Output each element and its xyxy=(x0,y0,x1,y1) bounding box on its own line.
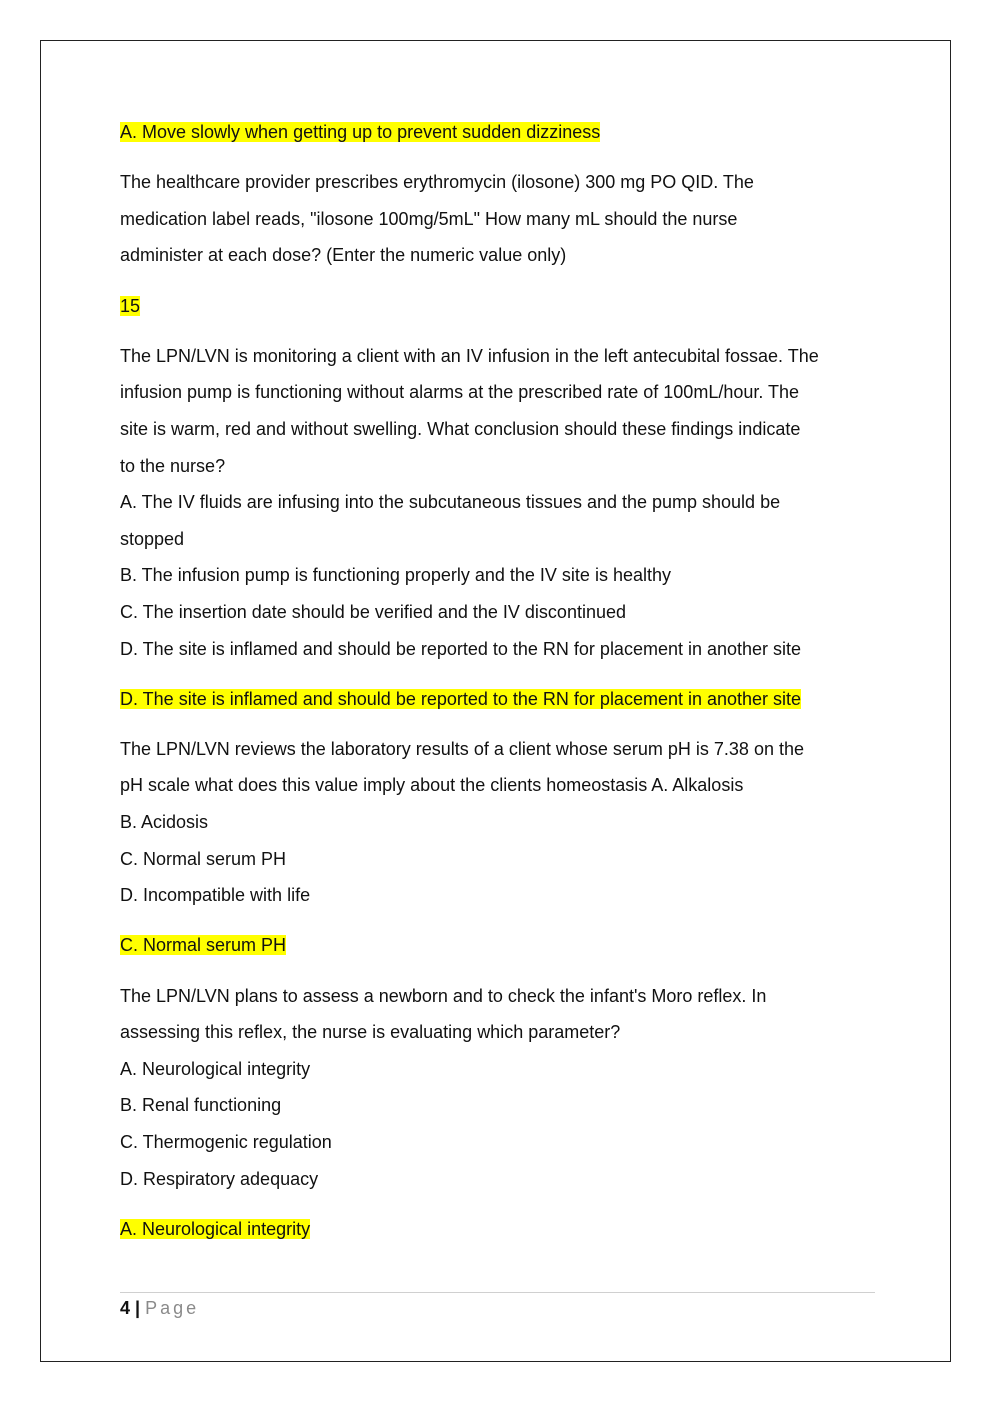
line-text: B. Renal functioning xyxy=(120,1095,282,1116)
line-text: The LPN/LVN is monitoring a client with an IV infusion in the left antecubital fossae. The xyxy=(120,345,819,366)
line-text: administer at each dose? (Enter the numeric value only) xyxy=(120,245,567,266)
answer-block xyxy=(120,681,880,718)
text-line xyxy=(120,1087,880,1124)
page-footer xyxy=(120,1292,875,1318)
text-line xyxy=(120,978,880,1015)
highlighted-answer-text: A. Neurological integrity xyxy=(120,1218,311,1239)
highlighted-answer-text: C. Normal serum PH xyxy=(120,935,287,956)
question-block xyxy=(120,978,880,1198)
answer-block xyxy=(120,114,880,151)
text-line xyxy=(120,201,880,238)
text-line xyxy=(120,448,880,485)
text-line xyxy=(120,1161,880,1198)
answer-line xyxy=(120,1211,880,1248)
text-line xyxy=(120,877,880,914)
page-number: 4 xyxy=(120,1298,131,1318)
answer-line xyxy=(120,681,880,718)
question-block xyxy=(120,731,880,914)
answer-block xyxy=(120,1211,880,1248)
page-word: Page xyxy=(145,1298,200,1318)
answer-block xyxy=(120,288,880,325)
line-text: medication label reads, "ilosone 100mg/5mL" How many mL should the nurse xyxy=(120,208,738,229)
line-text: The LPN/LVN plans to assess a newborn and to check the infant's Moro reflex. In xyxy=(120,985,767,1006)
line-text: C. Normal serum PH xyxy=(120,848,287,869)
line-text: D. The site is inflamed and should be reported to the RN for placement in another site xyxy=(120,638,802,659)
line-text: C. Thermogenic regulation xyxy=(120,1132,332,1152)
line-text: assessing this reflex, the nurse is evaluating which parameter? xyxy=(120,1022,621,1043)
line-text: B. Acidosis xyxy=(120,812,209,833)
line-text: B. The infusion pump is functioning properly and the IV site is healthy xyxy=(120,565,671,586)
line-text: to the nurse? xyxy=(120,455,226,476)
line-text: A. Neurological integrity xyxy=(120,1058,311,1079)
line-text: D. Incompatible with life xyxy=(120,885,311,906)
line-text: D. Respiratory adequacy xyxy=(120,1168,319,1189)
answer-line xyxy=(120,927,880,964)
answer-line xyxy=(120,288,880,325)
question-block xyxy=(120,164,880,274)
text-line xyxy=(120,1014,880,1051)
text-line xyxy=(120,411,880,448)
page-separator: | xyxy=(135,1298,141,1318)
line-text: site is warm, red and without swelling. What conclusion should these findings indicate xyxy=(120,418,801,439)
text-line xyxy=(120,237,880,274)
text-line xyxy=(120,557,880,594)
page-footer-text xyxy=(120,1297,199,1319)
line-text: C. The insertion date should be verified and the IV discontinued xyxy=(120,601,626,622)
document-body xyxy=(120,114,880,1247)
text-line xyxy=(120,841,880,878)
text-line xyxy=(120,767,880,804)
highlighted-answer-text: 15 xyxy=(120,295,141,316)
text-line xyxy=(120,631,880,668)
text-line xyxy=(120,731,880,768)
line-text: pH scale what does this value imply about the clients homeostasis A. Alkalosis xyxy=(120,775,744,796)
highlighted-answer-text: A. Move slowly when getting up to prevent sudden dizziness xyxy=(120,122,601,142)
text-line xyxy=(120,484,880,521)
answer-block xyxy=(120,927,880,964)
text-line xyxy=(120,594,880,631)
line-text: The healthcare provider prescribes erythromycin (ilosone) 300 mg PO QID. The xyxy=(120,172,754,193)
text-line xyxy=(120,374,880,411)
text-line xyxy=(120,1124,880,1161)
line-text: infusion pump is functioning without alarms at the prescribed rate of 100mL/hour. The xyxy=(120,382,800,403)
highlighted-answer-text: D. The site is inflamed and should be reported to the RN for placement in another site xyxy=(120,688,802,709)
text-line xyxy=(120,521,880,558)
line-text: stopped xyxy=(120,528,185,549)
text-line xyxy=(120,804,880,841)
question-block xyxy=(120,338,880,667)
text-line xyxy=(120,338,880,375)
text-line xyxy=(120,1051,880,1088)
text-line xyxy=(120,164,880,201)
line-text: A. The IV fluids are infusing into the subcutaneous tissues and the pump should be xyxy=(120,492,781,513)
answer-line xyxy=(120,114,880,151)
line-text: The LPN/LVN reviews the laboratory results of a client whose serum pH is 7.38 on the xyxy=(120,738,804,759)
